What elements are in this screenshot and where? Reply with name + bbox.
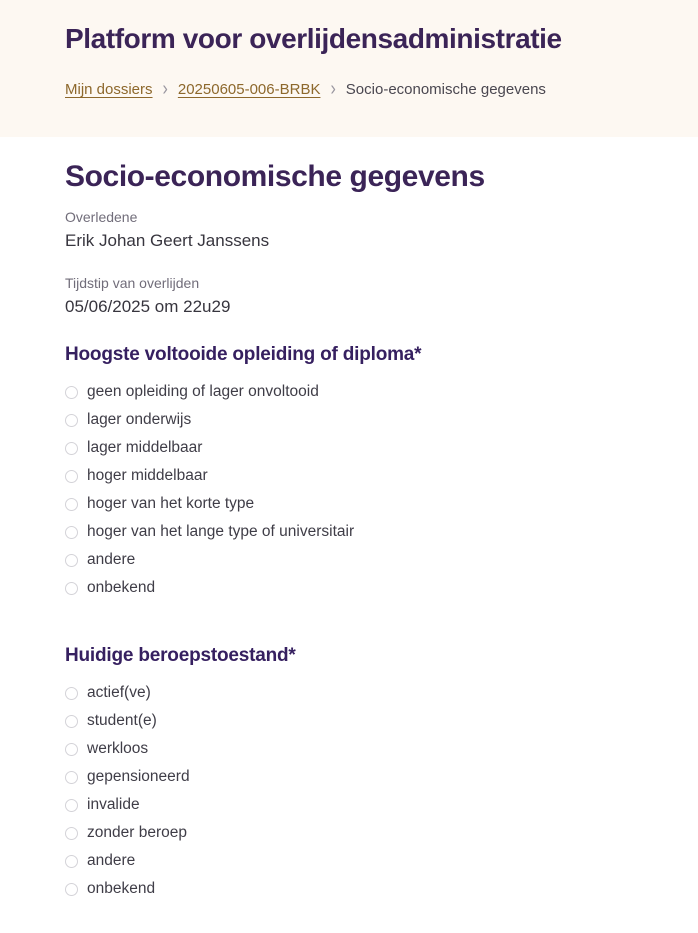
radio-option-label: geen opleiding of lager onvoltooid <box>87 383 319 400</box>
radio-button-icon[interactable] <box>65 827 78 840</box>
radio-button-icon[interactable] <box>65 771 78 784</box>
section-title-occupation: Huidige beroepstoestand* <box>65 645 296 666</box>
deceased-value: Erik Johan Geert Janssens <box>65 231 270 250</box>
radio-option-label: hoger van het korte type <box>87 495 255 512</box>
radio-option-label: lager onderwijs <box>87 411 192 428</box>
breadcrumb-link-dossier-number[interactable]: 20250605-006-BRBK <box>177 81 321 99</box>
radio-button-icon[interactable] <box>65 414 78 427</box>
time-of-death-value: 05/06/2025 om 22u29 <box>65 297 231 316</box>
deceased-field <box>65 208 668 252</box>
radio-option-occupation-5[interactable] <box>65 819 668 847</box>
radio-option-label: gepensioneerd <box>87 768 190 785</box>
radio-button-icon[interactable] <box>65 799 78 812</box>
radio-option-occupation-4[interactable] <box>65 791 668 819</box>
radio-button-icon[interactable] <box>65 715 78 728</box>
main-content <box>0 158 698 933</box>
radio-option-occupation-6[interactable] <box>65 847 668 875</box>
radio-option-occupation-2[interactable] <box>65 735 668 763</box>
section-education <box>65 342 668 602</box>
radio-button-icon[interactable] <box>65 554 78 567</box>
radio-option-education-4[interactable] <box>65 490 668 518</box>
radio-option-education-7[interactable] <box>65 574 668 602</box>
section-occupation <box>65 643 668 903</box>
radio-button-icon[interactable] <box>65 526 78 539</box>
radio-button-icon[interactable] <box>65 743 78 756</box>
radio-option-label: hoger van het lange type of universitair <box>87 523 355 540</box>
radio-option-occupation-3[interactable] <box>65 763 668 791</box>
radio-option-label: zonder beroep <box>87 824 187 841</box>
radio-button-icon[interactable] <box>65 470 78 483</box>
radio-option-education-1[interactable] <box>65 406 668 434</box>
radio-option-education-6[interactable] <box>65 546 668 574</box>
radio-button-icon[interactable] <box>65 582 78 595</box>
time-of-death-field <box>65 274 668 318</box>
radio-option-education-0[interactable] <box>65 378 668 406</box>
app-header <box>0 0 698 137</box>
radio-button-icon[interactable] <box>65 883 78 896</box>
radio-button-icon[interactable] <box>65 386 78 399</box>
radio-option-occupation-7[interactable] <box>65 875 668 903</box>
radio-option-label: andere <box>87 852 136 869</box>
time-of-death-label: Tijdstip van overlijden <box>65 275 200 291</box>
radio-option-label: andere <box>87 551 136 568</box>
deceased-label: Overledene <box>65 209 138 225</box>
radio-option-label: werkloos <box>87 740 149 757</box>
breadcrumb-link-mijn-dossiers[interactable]: Mijn dossiers <box>65 81 153 99</box>
radio-option-label: actief(ve) <box>87 684 151 701</box>
radio-group-occupation <box>65 679 668 903</box>
radio-option-label: lager middelbaar <box>87 439 203 456</box>
page-title: Socio-economische gegevens <box>65 160 485 193</box>
radio-option-label: invalide <box>87 796 140 813</box>
radio-option-label: hoger middelbaar <box>87 467 208 484</box>
radio-button-icon[interactable] <box>65 498 78 511</box>
chevron-right-icon: › <box>162 78 168 100</box>
radio-option-education-3[interactable] <box>65 462 668 490</box>
radio-option-education-2[interactable] <box>65 434 668 462</box>
radio-option-label: student(e) <box>87 712 157 729</box>
radio-button-icon[interactable] <box>65 855 78 868</box>
radio-option-education-5[interactable] <box>65 518 668 546</box>
radio-button-icon[interactable] <box>65 442 78 455</box>
app-title: Platform voor overlijdensadministratie <box>65 23 562 54</box>
radio-option-occupation-1[interactable] <box>65 707 668 735</box>
breadcrumb <box>65 78 668 100</box>
radio-button-icon[interactable] <box>65 687 78 700</box>
radio-group-education <box>65 378 668 602</box>
breadcrumb-current: Socio-economische gegevens <box>345 81 546 99</box>
section-title-education: Hoogste voltooide opleiding of diploma* <box>65 344 422 365</box>
chevron-right-icon: › <box>330 78 336 100</box>
radio-option-occupation-0[interactable] <box>65 679 668 707</box>
radio-option-label: onbekend <box>87 880 156 897</box>
radio-option-label: onbekend <box>87 579 156 596</box>
